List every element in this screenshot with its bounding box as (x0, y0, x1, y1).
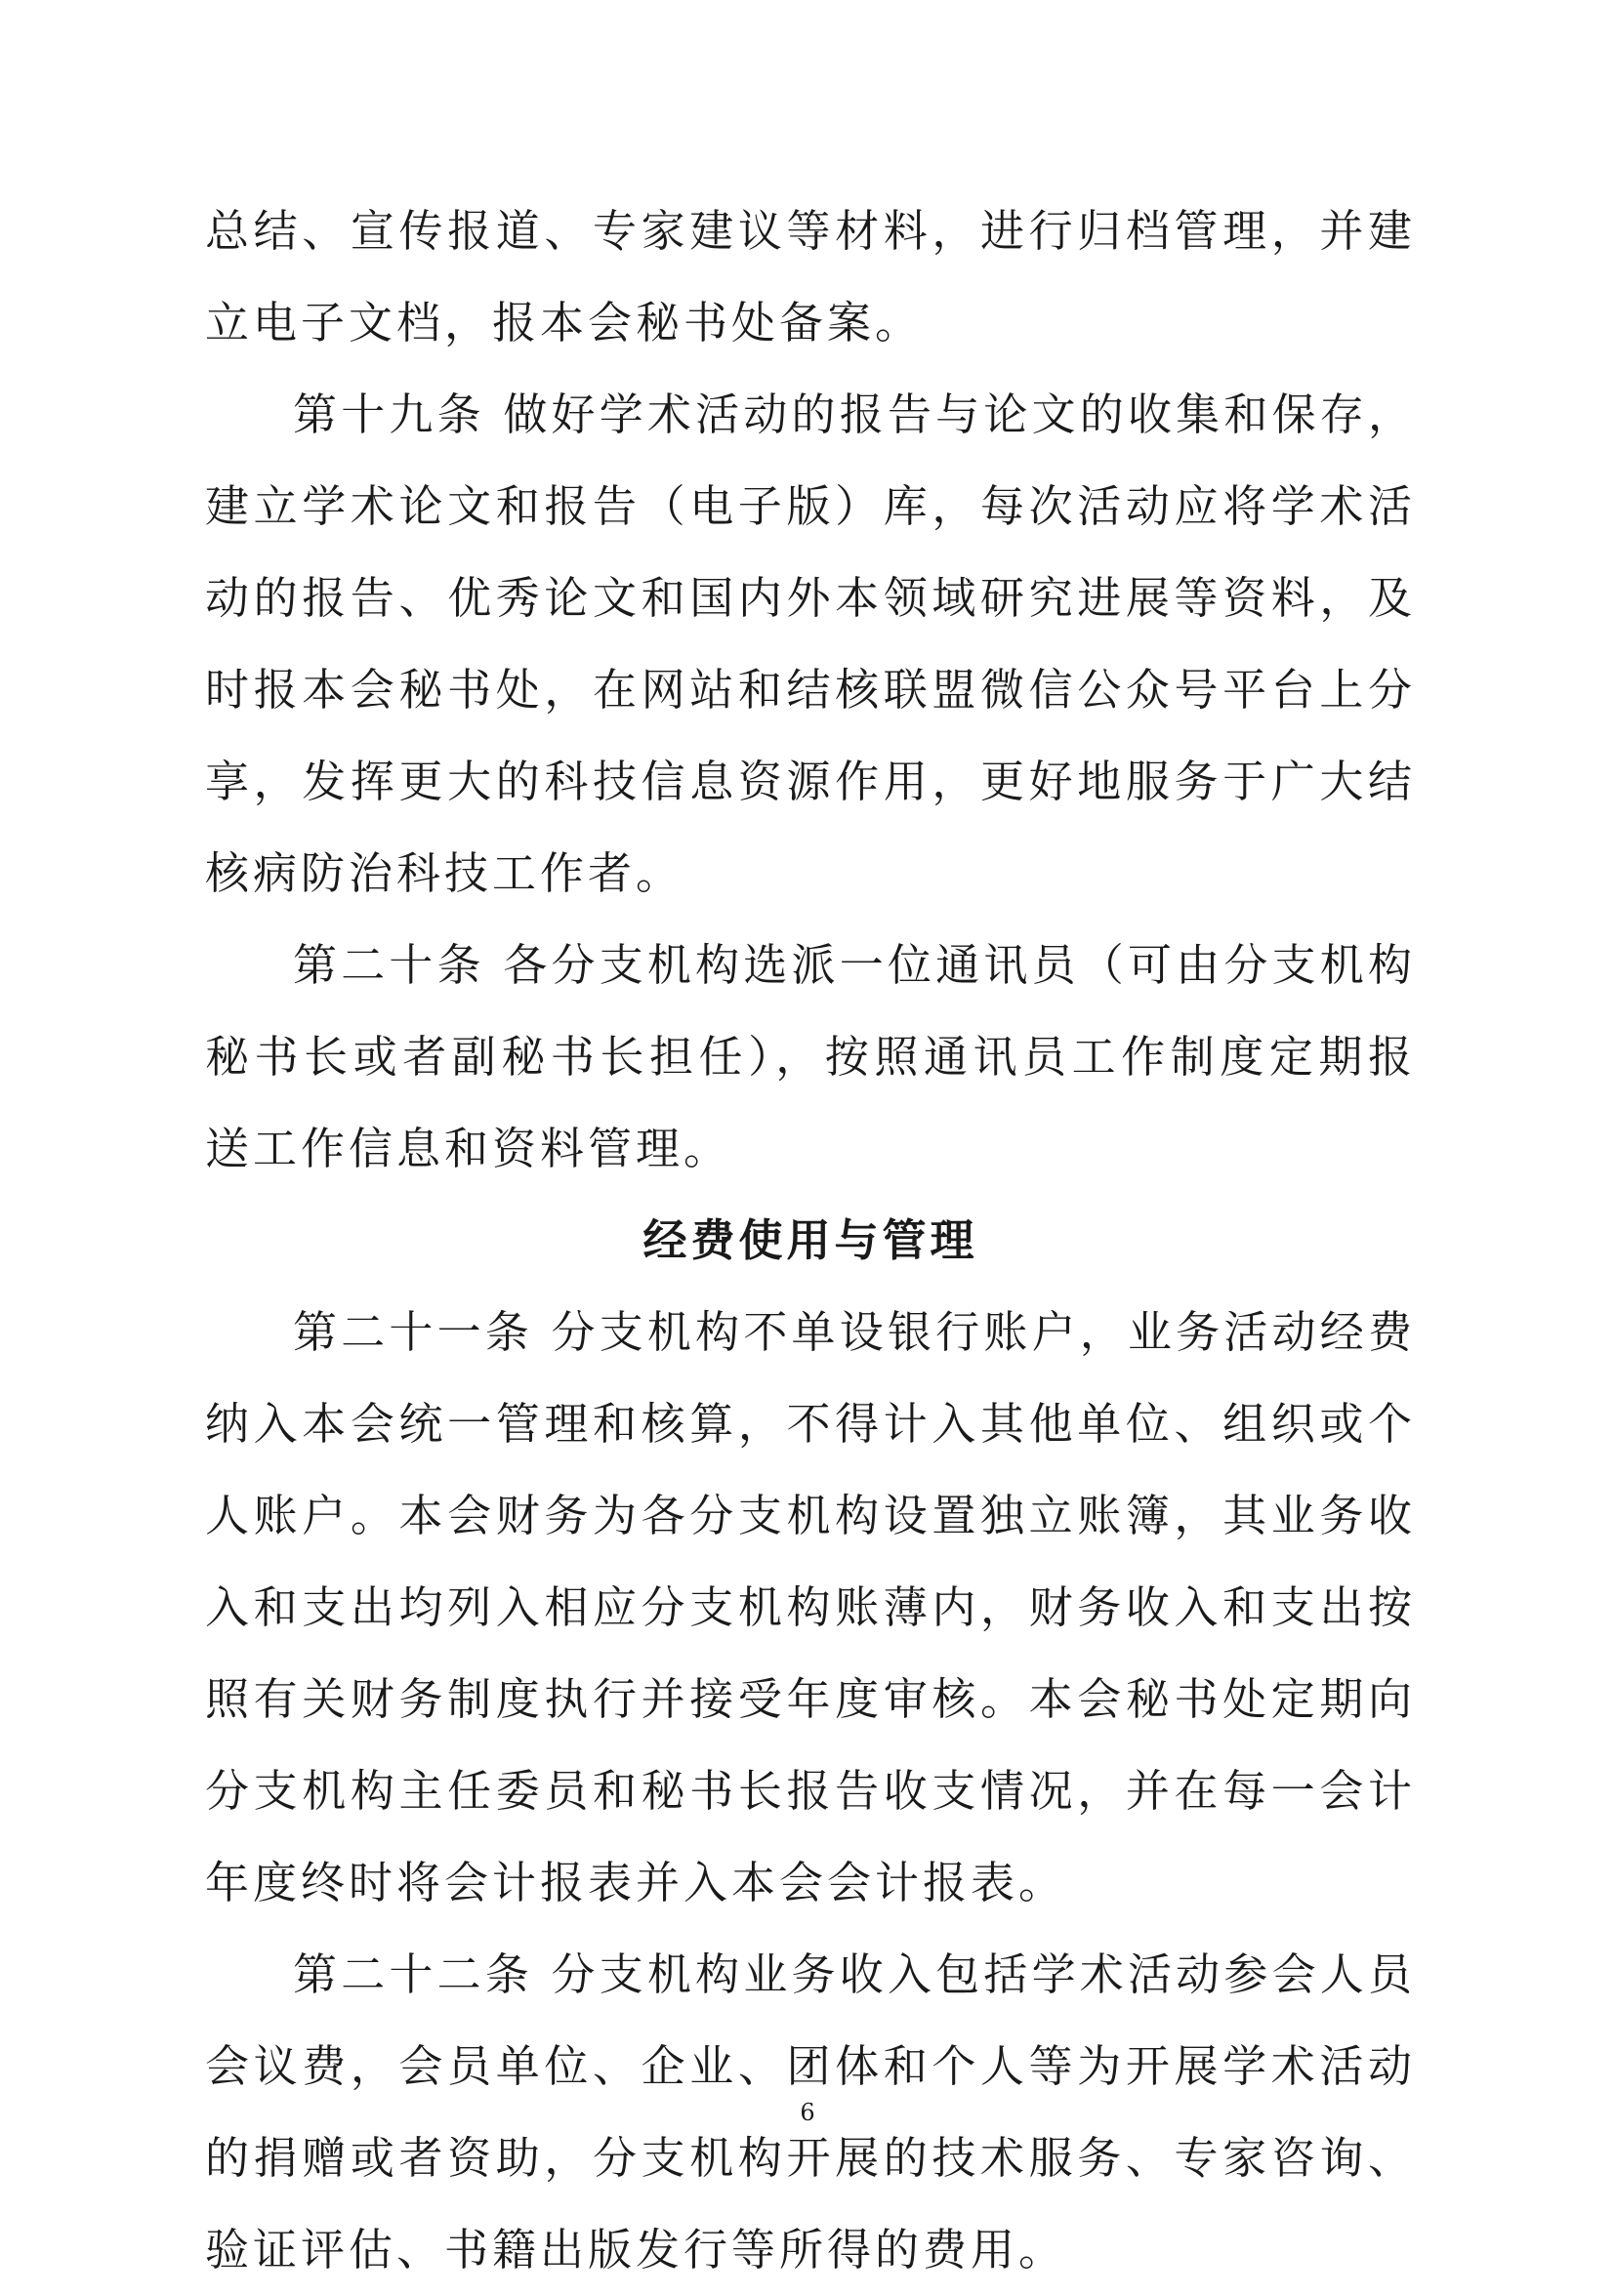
section-heading: 经费使用与管理 (642, 1214, 978, 1266)
page-number: 6 (800, 2099, 815, 2126)
article-21-paragraph: 第二十一条 分支机构不单设银行账户，业务活动经费纳入本会统一管理和核算，不得计入其他单位、组织或个人账户。本会财务为各分支机构设置独立账簿，其业务收入和支出均列入相应分支机构账薄内，财务收入和支出按照有关财务制度执行并接受年度审核。本会秘书处定期向分支机构主任委员和秘书长报告收支情况，并在每一会计年度终时将会计报表并入本会会计报表。 (205, 1306, 1416, 1908)
article-19-paragraph: 第十九条 做好学术活动的报告与论文的收集和保存，建立学术论文和报告（电子版）库，每次活动应将学术活动的报告、优秀论文和国内外本领域研究进展等资料，及时报本会秘书处，在网站和结核联盟微信公众号平台上分享，发挥更大的科技信息资源作用，更好地服务于广大结核病防治科技工作者。 (205, 389, 1416, 899)
article-22-paragraph: 第二十二条 分支机构业务收入包括学术活动参会人员会议费，会员单位、企业、团体和个人等为开展学术活动的捐赠或者资助，分支机构开展的技术服务、专家咨询、验证评估、书籍出版发行等所得的费用。 (205, 1948, 1416, 2276)
paragraph-continued: 总结、宣传报道、专家建议等材料，进行归档管理，并建立电子文档，报本会秘书处备案。 (205, 205, 1416, 348)
document-body (205, 185, 1416, 2296)
article-20-paragraph: 第二十条 各分支机构选派一位通讯员（可由分支机构秘书长或者副秘书长担任），按照通讯员工作制度定期报送工作信息和资料管理。 (205, 939, 1416, 1174)
